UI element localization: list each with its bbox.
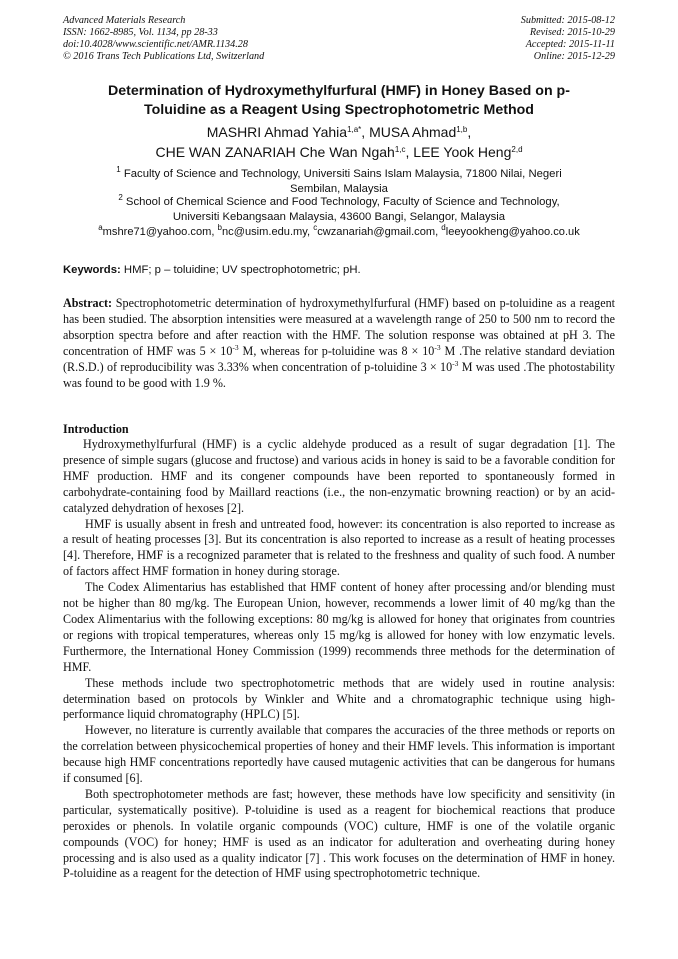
affiliation-2 — [63, 195, 615, 225]
affiliation-1 — [63, 167, 615, 197]
author-separator: , — [405, 144, 414, 160]
email-link[interactable]: leeyookheng@yahoo.co.uk — [445, 226, 580, 238]
journal-name: Advanced Materials Research — [63, 15, 186, 26]
author-line-2 — [63, 142, 615, 162]
author-separator: , — [361, 124, 370, 140]
introduction-heading: Introduction — [63, 422, 129, 436]
online-date: Online: 2015-12-29 — [533, 51, 615, 62]
author-name: CHE WAN ZANARIAH Che Wan Ngah — [155, 144, 395, 160]
abstract-text: M was used .The photostability was found to be good with 1.9 %. — [63, 359, 615, 390]
author-name: MASHRI Ahmad Yahia — [206, 124, 348, 140]
doi-line: doi:10.4028/www.scientific.net/AMR.1134.28 — [63, 39, 248, 50]
email-mark: b — [217, 223, 222, 232]
abstract-text: Spectrophotometric determination of hydroxymethylfurfural (HMF) based on p-toluidine as a reagent has been studied. The absorption intensities were measured at a wavelength range of 250 to 500 nm to record the absorption spectra before and after reaction with the HMF. The solution response was obtained at pH 3. The concentration of HMF was 5 × 10 — [63, 296, 615, 358]
author-name: MUSA Ahmad — [369, 124, 457, 140]
submitted-date: Submitted: 2015-08-12 — [520, 15, 615, 26]
abstract-section — [63, 296, 615, 391]
paragraph: HMF is usually absent in fresh and untreated food, however: its concentration is also reported to increase as a result of heating processes [3]. But its concentration is also reported to increase as a result of heating processes [4]. Therefore, HMF is a recognized parameter that is related to the freshness and quality of such food. A number of factors affect HMF formation in honey during storage. — [63, 516, 615, 579]
affiliation-line — [63, 167, 615, 182]
journal-header-right — [521, 15, 615, 63]
affiliation-line: Sembilan, Malaysia — [290, 183, 388, 195]
author-list — [63, 122, 615, 162]
abstract-text: M .The relative standard deviation (R.S.D.) of reproducibility was 3.33% when concentration of p-toluidine 3 × 10 — [63, 343, 615, 374]
abstract-text: M, whereas for p-toluidine was 8 × 10 — [238, 343, 435, 358]
paper-title — [63, 82, 615, 120]
author-affiliation-mark: 1,b — [456, 125, 468, 134]
paragraph: Both spectrophotometer methods are fast; however, these methods have low specificity and sensitivity (in particular, systematically positive). P-toluidine is used as a reagent for biochemical reactions that produce peroxides or phenols. In volatile organic compounds (VOC) culture, HMF is one of the volatile organic compounds (VOC) for honey; HMF is used as an indicator for adulteration and overheating during honey processing and is also used as a quality indicator [7] . This work focuses on the determination of HMF in honey. P-toluidine as a reagent for the detection of HMF using spectrophotometric technique. — [63, 786, 615, 881]
email-link[interactable]: mshre71@yahoo.com, — [102, 226, 218, 238]
keywords-label: Keywords: — [63, 264, 121, 276]
author-affiliation-mark: 1,a* — [347, 125, 362, 134]
affiliation-text: School of Chemical Science and Food Technology, Faculty of Science and Technology, — [122, 196, 560, 208]
issn-line: ISSN: 1662-8985, Vol. 1134, pp 28-33 — [63, 27, 218, 38]
paragraph: However, no literature is currently available that compares the accuracies of the three methods or reports on the correlation between physicochemical properties of honey and their HMF levels. This information is important because high HMF concentrations reportedly have caused mutagenic activities that can be dangerous for humans if consumed [6]. — [63, 723, 615, 786]
email-mark: c — [313, 223, 318, 232]
author-name: LEE Yook Heng — [413, 144, 512, 160]
affiliation-line — [63, 195, 615, 210]
keywords-section — [63, 263, 615, 278]
author-affiliation-mark: 1,c — [394, 145, 406, 154]
abstract-label: Abstract: — [63, 296, 113, 310]
email-link[interactable]: nc@usim.edu.my, — [221, 226, 314, 238]
affiliation-number: 1 — [116, 165, 121, 174]
email-mark: a — [98, 223, 103, 232]
title-line-2: Toluidine as a Reagent Using Spectrophotometric Method — [144, 102, 534, 118]
paragraph: These methods include two spectrophotometric methods that are widely used in routine analysis: determination based on protocols by Winkler and White and a chromatographic technique using high-performance liquid chromatography (HPLC) [5]. — [63, 675, 615, 722]
affiliation-line: Universiti Kebangsaan Malaysia, 43600 Bangi, Selangor, Malaysia — [172, 211, 506, 223]
author-separator: , — [467, 124, 472, 140]
revised-date: Revised: 2015-10-29 — [529, 27, 615, 38]
paragraph: The Codex Alimentarius has established that HMF content of honey after processing and/or blending must not be higher than 80 mg/kg. The European Union, however, recommends a lower limit of 40 mg/kg than the Codex Alimentarius with the following exceptions: 80 mg/kg is allowed for honey that originates from countries or regions with tropical temperatures, whereas only 15 mg/kg is allowed for honey with low enzymatic levels. Furthermore, the International Honey Commission (1999) recommends three methods for the determination of HMF. — [63, 580, 615, 674]
exponent: -3 — [452, 358, 459, 368]
email-mark: d — [441, 223, 446, 232]
author-affiliation-mark: 2,d — [511, 145, 523, 154]
affiliation-number: 2 — [118, 193, 123, 202]
exponent: -3 — [434, 342, 441, 352]
introduction-section — [63, 437, 615, 882]
journal-header-left — [63, 15, 264, 63]
exponent: -3 — [232, 342, 239, 352]
title-line-1: Determination of Hydroxymethylfurfural (HMF) in Honey Based on p- — [108, 83, 570, 99]
copyright-line: © 2016 Trans Tech Publications Ltd, Switzerland — [63, 51, 265, 62]
keywords-text: HMF; p – toluidine; UV spectrophotometric; pH. — [120, 264, 361, 276]
paragraph: Hydroxymethylfurfural (HMF) is a cyclic aldehyde produced as a result of sugar degradation [1]. The presence of simple sugars (glucose and fructose) and various acids in honey is said to be a favorable condition for HMF production. HMF and its congener compounds have been reported to spontaneously formed in carbohydrate-containing food by Maillard reactions (i.e., the non-enzymatic browning reaction) or by an acid-catalyzed dehydration of hexoses [2]. — [63, 437, 615, 515]
accepted-date: Accepted: 2015-11-11 — [525, 39, 615, 50]
email-link[interactable]: cwzanariah@gmail.com, — [317, 226, 442, 238]
affiliation-text: Faculty of Science and Technology, Universiti Sains Islam Malaysia, 71800 Nilai, Negeri — [120, 168, 562, 180]
author-line-1 — [63, 122, 615, 142]
author-emails — [63, 225, 615, 240]
